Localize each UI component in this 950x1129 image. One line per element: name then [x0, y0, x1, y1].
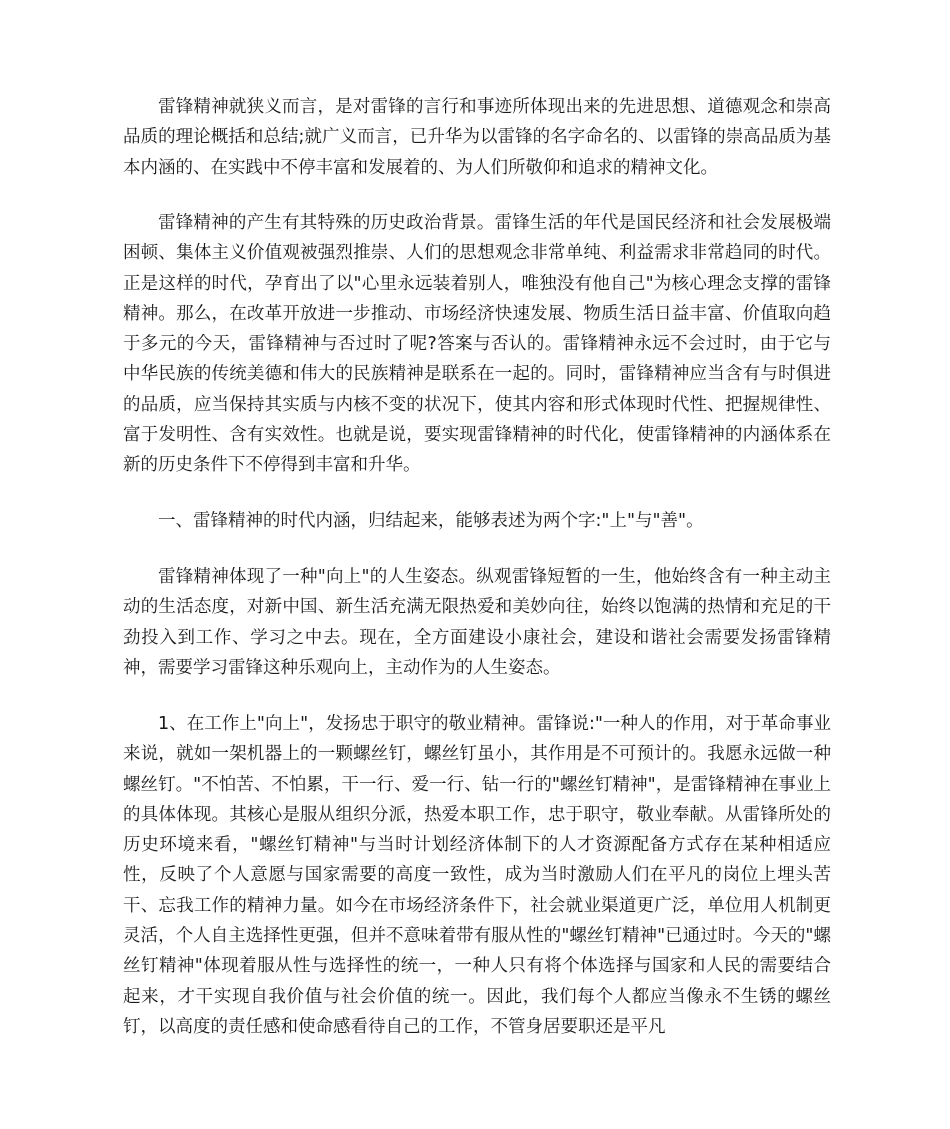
- paragraph-work-dedication: 1、在工作上"向上"，发扬忠于职守的敬业精神。雷锋说:"一种人的作用，对于革命事业来说，就如一架机器上的一颗螺丝钉，螺丝钉虽小，其作用是不可预计的。我愿永远做一种螺丝钉。"不怕苦、不怕累，干一行、爱一行、钻一行的"螺丝钉精神"，是雷锋精神在事业上的具体体现。其核心是服从组织分派，热爱本职工作，忠于职守，敬业奉献。从雷锋所处的历史环境来看，"螺丝钉精神"与当时计划经济体制下的人才资源配备方式存在某种相适应性，反映了个人意愿与国家需要的高度一致性，成为当时激励人们在平凡的岗位上埋头苦干、忘我工作的精神力量。如今在市场经济条件下，社会就业渠道更广泛，单位用人机制更灵活，个人自主选择性更强，但并不意味着带有服从性的"螺丝钉精神"已通过时。今天的"螺丝钉精神"体现着服从性与选择性的统一，一种人只有将个体选择与国家和人民的需要结合起来，才干实现自我价值与社会价值的统一。因此，我们每个人都应当像永不生锈的螺丝钉，以高度的责任感和使命感看待自己的工作，不管身居要职还是平凡: [123, 714, 831, 1037]
- section-heading-era-connotation: 一、雷锋精神的时代内涵，归结起来，能够表述为两个字:"上"与"善"。: [158, 511, 704, 531]
- paragraph-definition: 雷锋精神就狭义而言，是对雷锋的言行和事迹所体现出来的先进思想、道德观念和崇高品质的理论概括和总结;就广义而言，已升华为以雷锋的名字命名的、以雷锋的崇高品质为基本内涵的、在实践中不停丰富和发展着的、为人们所敬仰和追求的精神文化。: [123, 97, 831, 178]
- paragraph-upward-attitude: 雷锋精神体现了一种"向上"的人生姿态。纵观雷锋短暂的一生，他始终含有一种主动主动的生活态度，对新中国、新生活充满无限热爱和美妙向往，始终以饱满的热情和充足的干劲投入到工作、学习之中去。现在，全方面建设小康社会，建设和谐社会需要发扬雷锋精神，需要学习雷锋这种乐观向上，主动作为的人生姿态。: [123, 567, 831, 678]
- paragraph-historical-background: 雷锋精神的产生有其特殊的历史政治背景。雷锋生活的年代是国民经济和社会发展极端困顿、集体主义价值观被强烈推崇、人们的思想观念非常单纯、利益需求非常趋同的时代。正是这样的时代，孕育出了以"心里永远装着别人，唯独没有他自己"为核心理念支撑的雷锋精神。那么，在改革开放进一步推动、市场经济快速发展、物质生活日益丰富、价值取向趋于多元的今天，雷锋精神与否过时了呢?答案与否认的。雷锋精神永远不会过时，由于它与中华民族的传统美德和伟大的民族精神是联系在一起的。同时，雷锋精神应当含有与时俱进的品质，应当保持其实质与内核不变的状况下，使其内容和形式体现时代性、把握规律性、富于发明性、含有实效性。也就是说，要实现雷锋精神的时代化，使雷锋精神的内涵体系在新的历史条件下不停得到丰富和升华。: [123, 213, 831, 476]
